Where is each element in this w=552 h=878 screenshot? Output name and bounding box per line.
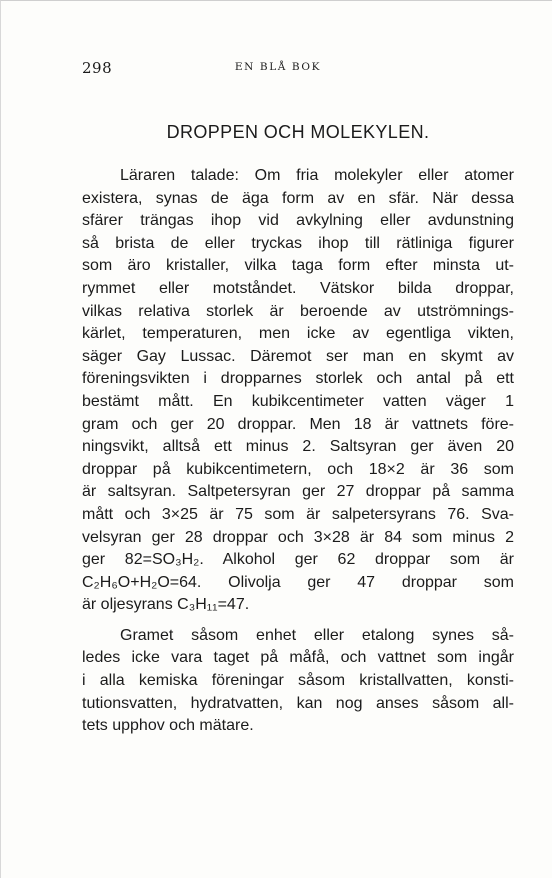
page-number: 298	[82, 59, 113, 77]
text-line: i alla kemiska föreningar såsom kristallvatten, konsti-	[82, 672, 514, 690]
text-line: Läraren talade: Om fria molekyler eller atomer	[120, 167, 514, 184]
paragraph	[82, 165, 514, 617]
text-line: ningsvikt, alltså ett minus 2. Saltsyran ger även 20	[82, 438, 514, 456]
running-title: EN BLÅ BOK	[234, 61, 322, 73]
text-line: ledes icke vara taget på måfå, och vattnet som ingår	[82, 649, 514, 667]
text-line: C₂H₆O+H₂O=64. Olivolja ger 47 droppar som	[82, 573, 514, 591]
text-line: velsyran ger 28 droppar och 3×28 är 84 som minus 2	[82, 528, 514, 546]
text-line: bestämt mått. En kubikcentimeter vatten väger 1	[82, 392, 514, 410]
text-line: mått och 3×25 är 75 som är salpetersyrans 76. Sva-	[82, 505, 514, 523]
text-line: är saltsyran. Saltpetersyran ger 27 droppar på samma	[82, 483, 514, 501]
text-line: ger 82=SO₃H₂. Alkohol ger 62 droppar som är	[82, 551, 514, 569]
text-line: säger Gay Lussac. Däremot ser man en skymt av	[82, 347, 514, 365]
text-line: gram och ger 20 droppar. Men 18 är vattnets före-	[82, 415, 514, 433]
text-line: som äro kristaller, vilka taga form efter minsta ut-	[82, 257, 514, 275]
text-line: rymmet eller motståndet. Vätskor bilda droppar,	[82, 279, 514, 297]
text-line: droppar på kubikcentimetern, och 18×2 är 36 som	[82, 460, 514, 478]
running-head	[82, 59, 514, 79]
text-line: existera, synas de äga form av en sfär. När dessa	[82, 189, 514, 207]
text-line: sfärer trängas ihop vid avkylning eller avdunstning	[82, 212, 514, 230]
text-line: föreningsvikten i dropparnes storlek och antal på ett	[82, 370, 514, 388]
paragraph	[82, 625, 514, 738]
text-line: är oljesyrans C₃H₁₁=47.	[82, 596, 250, 614]
text-line: tets upphov och mätare.	[82, 717, 254, 735]
text-line: Gramet såsom enhet eller etalong synes så-	[120, 626, 514, 644]
body-text	[82, 165, 514, 746]
text-line: vilkas relativa storlek är beroende av utströmnings-	[82, 302, 514, 320]
text-line: så brista de eller tryckas ihop till rätliniga figurer	[82, 234, 514, 252]
chapter-title: DROPPEN OCH MOLEKYLEN.	[166, 122, 430, 142]
text-line: tutionsvatten, hydratvatten, kan nog anses såsom all-	[82, 694, 514, 712]
text-line: kärlet, temperaturen, men icke av egentliga vikten,	[82, 325, 514, 343]
